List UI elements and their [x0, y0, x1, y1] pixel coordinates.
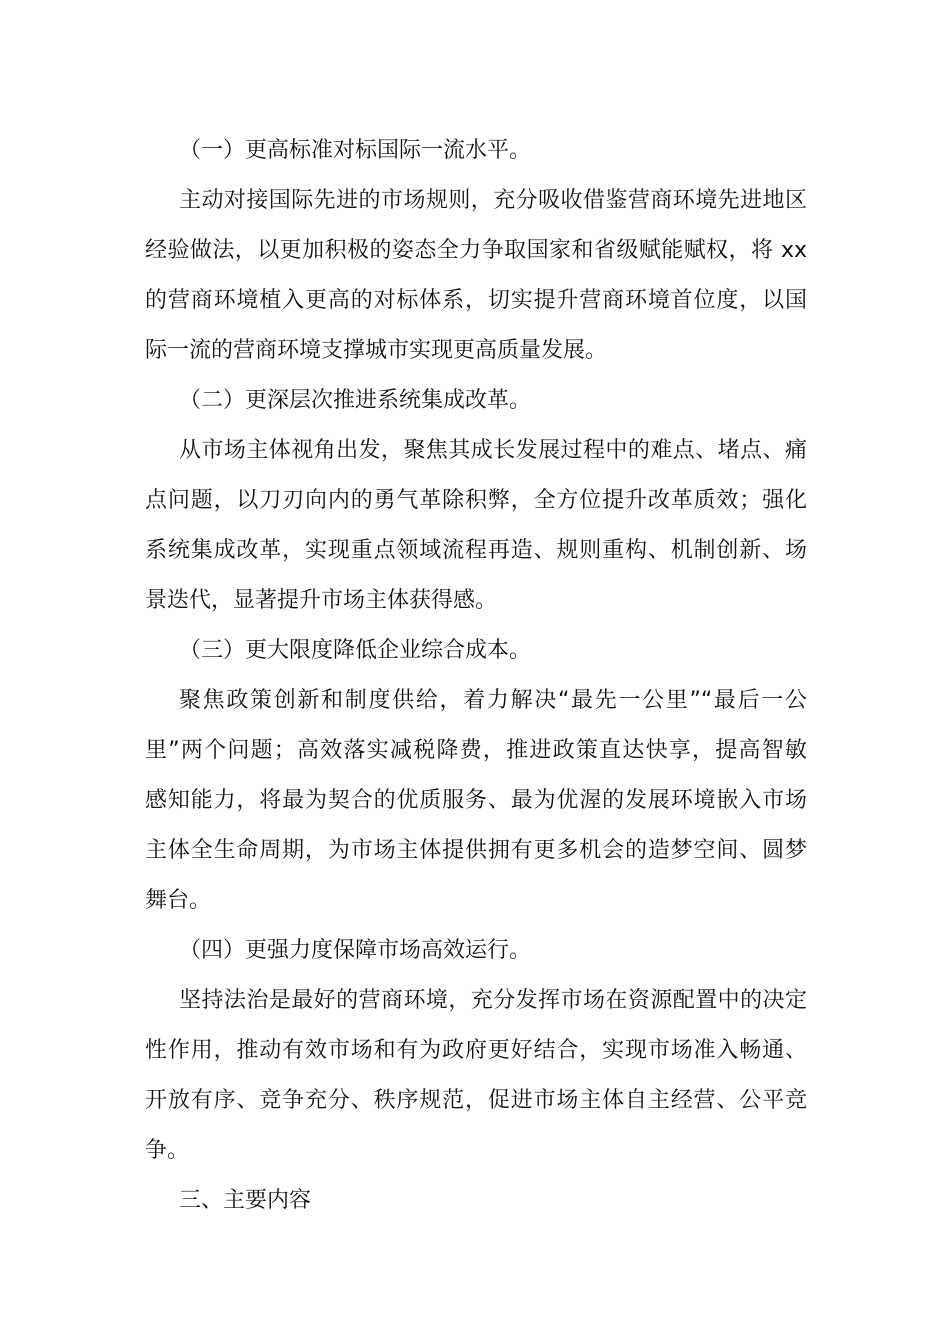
body-1-line-2: 经验做法，以更加积极的姿态全力争取国家和省级赋能赋权，将 xx — [145, 238, 807, 263]
body-4-line-4: 争。 — [145, 1138, 190, 1163]
sub-heading-1: （一）更高标准对标国际一流水平。 — [179, 138, 532, 163]
body-3-line-1: 聚焦政策创新和制度供给，着力解决“最先一公里”“最后一公 — [179, 688, 807, 713]
body-2-line-4: 景迭代，显著提升市场主体获得感。 — [145, 588, 498, 613]
body-4-line-1: 坚持法治是最好的营商环境，充分发挥市场在资源配置中的决定 — [179, 988, 807, 1013]
body-2-line-2: 点问题，以刀刃向内的勇气革除积弊，全方位提升改革质效；强化 — [145, 488, 807, 513]
body-3-line-2: 里”两个问题；高效落实减税降费，推进政策直达快享，提高智敏 — [145, 738, 807, 763]
body-3-line-4: 主体全生命周期，为市场主体提供拥有更多机会的造梦空间、圆梦 — [145, 838, 807, 863]
body-3-line-5: 舞台。 — [145, 888, 212, 913]
sub-heading-2: （二）更深层次推进系统集成改革。 — [179, 388, 532, 413]
body-1-line-1: 主动对接国际先进的市场规则，充分吸收借鉴营商环境先进地区 — [179, 188, 807, 213]
body-1-line-3: 的营商环境植入更高的对标体系，切实提升营商环境首位度，以国 — [145, 288, 807, 313]
body-1-line-4: 际一流的营商环境支撑城市实现更高质量发展。 — [145, 338, 608, 363]
section-heading-3: 三、主要内容 — [179, 1188, 312, 1213]
body-2-line-3: 系统集成改革，实现重点领域流程再造、规则重构、机制创新、场 — [145, 538, 807, 563]
sub-heading-3: （三）更大限度降低企业综合成本。 — [179, 638, 532, 663]
body-3-line-3: 感知能力，将最为契合的优质服务、最为优渥的发展环境嵌入市场 — [145, 788, 807, 813]
sub-heading-4: （四）更强力度保障市场高效运行。 — [179, 938, 532, 963]
body-4-line-3: 开放有序、竞争充分、秩序规范，促进市场主体自主经营、公平竞 — [145, 1088, 807, 1113]
body-4-line-2: 性作用，推动有效市场和有为政府更好结合，实现市场准入畅通、 — [145, 1038, 807, 1063]
body-2-line-1: 从市场主体视角出发，聚焦其成长发展过程中的难点、堵点、痛 — [179, 438, 807, 463]
